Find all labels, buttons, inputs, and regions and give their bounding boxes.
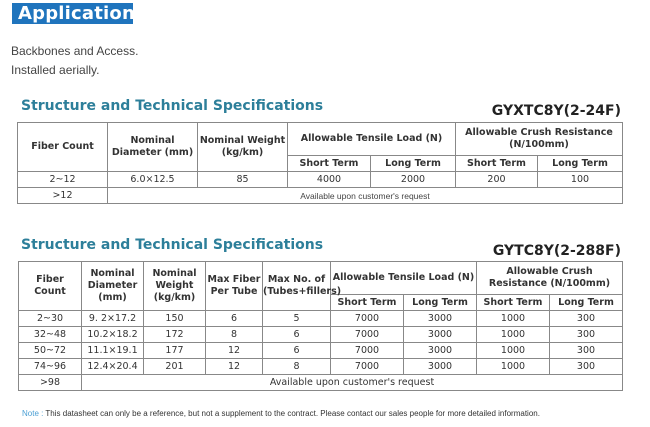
cell-crush-short: 1000 xyxy=(477,359,550,375)
header-crush: Allowable Crush Resistance (N/100mm) xyxy=(477,262,623,295)
cell-fiber-count: 32~48 xyxy=(19,327,82,343)
cell-tensile-long: 2000 xyxy=(371,172,456,188)
applications-banner: Applications xyxy=(12,3,133,24)
header-crush-short: Short Term xyxy=(477,295,550,311)
cell-fiber-count: 50~72 xyxy=(19,343,82,359)
table1-section-title: Structure and Technical Specifications xyxy=(21,98,324,114)
cell-diameter: 11.1×19.1 xyxy=(82,343,144,359)
table-row xyxy=(18,172,623,188)
cell-diameter: 6.0×12.5 xyxy=(108,172,198,188)
cell-available-request: Available upon customer's request xyxy=(82,375,623,391)
header-tensile: Allowable Tensile Load (N) xyxy=(331,262,477,295)
cell-crush-long: 300 xyxy=(550,327,623,343)
cell-fiber-count: 2~30 xyxy=(19,311,82,327)
cell-max-tubes: 6 xyxy=(263,327,331,343)
header-max-tubes: Max No. of (Tubes+fillers) xyxy=(263,262,331,311)
table1-model: GYXTC8Y(2-24F) xyxy=(491,103,621,119)
cell-fiber-count: 74~96 xyxy=(19,359,82,375)
application-line-1: Backbones and Access. xyxy=(11,44,139,58)
table-row xyxy=(18,188,623,204)
header-tensile: Allowable Tensile Load (N) xyxy=(288,123,456,156)
header-crush: Allowable Crush Resistance (N/100mm) xyxy=(456,123,623,156)
cell-max-tubes: 6 xyxy=(263,343,331,359)
header-diameter: Nominal Diameter (mm) xyxy=(82,262,144,311)
header-tensile-long: Long Term xyxy=(371,156,456,172)
header-fiber-count: Fiber Count xyxy=(19,262,82,311)
cell-weight: 172 xyxy=(144,327,206,343)
header-diameter: Nominal Diameter (mm) xyxy=(108,123,198,172)
cell-tensile-long: 3000 xyxy=(404,311,477,327)
header-weight: Nominal Weight (kg/km) xyxy=(144,262,206,311)
cell-crush-long: 300 xyxy=(550,359,623,375)
table-row xyxy=(19,375,623,391)
table2-section-title: Structure and Technical Specifications xyxy=(21,237,324,253)
cell-tensile-long: 3000 xyxy=(404,327,477,343)
cell-weight: 177 xyxy=(144,343,206,359)
cell-diameter: 10.2×18.2 xyxy=(82,327,144,343)
cell-tensile-short: 7000 xyxy=(331,327,404,343)
cell-max-fiber: 8 xyxy=(206,327,263,343)
header-crush-short: Short Term xyxy=(456,156,538,172)
cell-diameter: 12.4×20.4 xyxy=(82,359,144,375)
cell-max-fiber: 6 xyxy=(206,311,263,327)
cell-weight: 150 xyxy=(144,311,206,327)
header-tensile-long: Long Term xyxy=(404,295,477,311)
note-label: Note : xyxy=(22,409,44,418)
cell-crush-short: 1000 xyxy=(477,311,550,327)
spec-table-gyxtc8y xyxy=(17,122,623,204)
cell-available-request: Available upon customer's request xyxy=(108,188,623,204)
cell-weight: 85 xyxy=(198,172,288,188)
cell-crush-long: 300 xyxy=(550,343,623,359)
table-row xyxy=(19,311,623,327)
cell-crush-long: 100 xyxy=(538,172,623,188)
header-weight: Nominal Weight (kg/km) xyxy=(198,123,288,172)
footnote xyxy=(22,409,540,418)
cell-max-fiber: 12 xyxy=(206,359,263,375)
cell-max-tubes: 8 xyxy=(263,359,331,375)
cell-fiber-count: 2~12 xyxy=(18,172,108,188)
table-row xyxy=(19,327,623,343)
header-fiber-count: Fiber Count xyxy=(18,123,108,172)
header-crush-long: Long Term xyxy=(538,156,623,172)
cell-tensile-short: 7000 xyxy=(331,343,404,359)
cell-weight: 201 xyxy=(144,359,206,375)
note-text: This datasheet can only be a reference, but not a supplement to the contract. Please contact our sales people for more detailed information. xyxy=(45,409,540,418)
header-tensile-short: Short Term xyxy=(288,156,371,172)
header-crush-long: Long Term xyxy=(550,295,623,311)
table2-model: GYTC8Y(2-288F) xyxy=(492,243,621,259)
cell-tensile-long: 3000 xyxy=(404,359,477,375)
header-max-fiber: Max Fiber Per Tube xyxy=(206,262,263,311)
cell-fiber-count: >98 xyxy=(19,375,82,391)
cell-tensile-short: 4000 xyxy=(288,172,371,188)
cell-crush-short: 1000 xyxy=(477,343,550,359)
table-row xyxy=(19,359,623,375)
application-line-2: Installed aerially. xyxy=(11,63,100,77)
cell-crush-short: 200 xyxy=(456,172,538,188)
cell-fiber-count: >12 xyxy=(18,188,108,204)
cell-tensile-short: 7000 xyxy=(331,359,404,375)
cell-tensile-short: 7000 xyxy=(331,311,404,327)
table-row xyxy=(19,343,623,359)
cell-crush-short: 1000 xyxy=(477,327,550,343)
cell-tensile-long: 3000 xyxy=(404,343,477,359)
spec-table-gytc8y xyxy=(18,261,623,391)
header-tensile-short: Short Term xyxy=(331,295,404,311)
cell-max-fiber: 12 xyxy=(206,343,263,359)
cell-diameter: 9. 2×17.2 xyxy=(82,311,144,327)
cell-max-tubes: 5 xyxy=(263,311,331,327)
cell-crush-long: 300 xyxy=(550,311,623,327)
